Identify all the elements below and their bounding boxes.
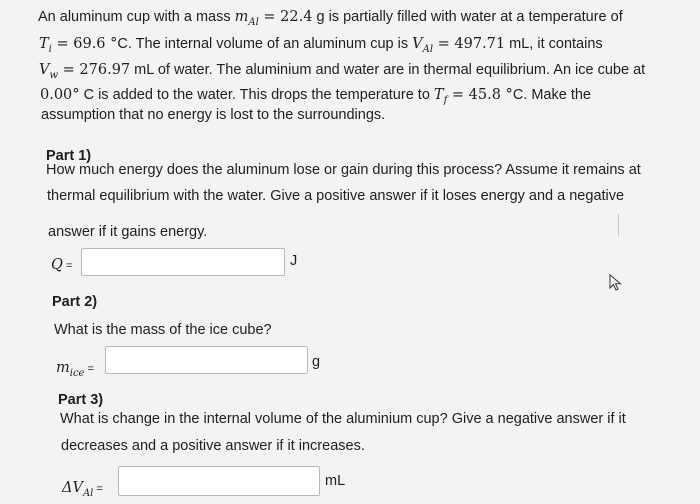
part3-question-line-2: decreases and a positive answer if it increases.	[61, 438, 365, 454]
math-sub: f	[443, 94, 448, 106]
math-value: = 69.6 °	[51, 36, 118, 52]
part1-title: Part 1)	[46, 148, 92, 164]
math-value: = 45.8 °	[447, 87, 513, 103]
text: C. The internal volume of an aluminum cup is	[117, 36, 413, 52]
equals: =	[62, 260, 73, 272]
math-var: ΔV	[62, 480, 83, 496]
math-var: V	[412, 36, 423, 52]
part1-question-line-2: thermal equilibrium with the water. Give a positive answer if it loses energy and a negative	[47, 188, 625, 204]
part2-unit: g	[312, 354, 321, 370]
math-var: T	[39, 36, 49, 52]
math-sub: Al	[422, 43, 434, 55]
math-sub: Al	[248, 16, 259, 28]
part2-answer-label	[56, 358, 94, 384]
part2-answer-input[interactable]	[105, 346, 308, 374]
mouse-pointer-icon	[609, 274, 623, 292]
math-value: = 22.4	[258, 9, 313, 25]
math-sub: Al	[82, 487, 94, 499]
part3-title: Part 3)	[58, 392, 104, 408]
text: g is partially filled with water at a temperature of	[312, 9, 623, 25]
part2-title: Part 2)	[52, 294, 98, 310]
text: mL, it contains	[505, 36, 603, 52]
equals: =	[93, 483, 103, 495]
math-var: Q	[51, 257, 63, 273]
part1-answer-input[interactable]	[81, 248, 285, 276]
text: C. Make the	[512, 87, 591, 103]
part3-question-line-1: What is change in the internal volume of the aluminium cup? Give a negative answer if it	[60, 411, 626, 427]
math-sub: ice	[69, 367, 85, 379]
math-sub: i	[48, 43, 52, 55]
text: mL of water. The aluminium and water are in thermal equilibrium. An ice cube at	[130, 62, 646, 78]
problem-line-5: assumption that no energy is lost to the surroundings.	[41, 107, 386, 123]
math-sub: w	[49, 69, 59, 81]
problem-line-1	[38, 7, 623, 33]
math-value: = 497.71	[433, 36, 506, 52]
math-var: T	[433, 87, 444, 103]
part1-question-line-3: answer if it gains energy.	[48, 224, 208, 240]
part3-answer-label	[62, 478, 103, 504]
math-var: m	[234, 9, 249, 25]
part1-answer-label	[51, 255, 72, 276]
divider-mark	[618, 214, 619, 236]
equals: =	[84, 363, 94, 375]
math-var: V	[39, 62, 50, 78]
math-value: = 276.97	[58, 62, 131, 78]
part2-question: What is the mass of the ice cube?	[54, 322, 272, 338]
math-value: 0.00°	[40, 87, 80, 103]
part1-question-line-1: How much energy does the aluminum lose or gain during this process? Assume it remains at	[46, 162, 641, 178]
problem-line-3	[39, 60, 645, 86]
math-var: m	[56, 360, 70, 376]
text: An aluminum cup with a mass	[38, 9, 235, 25]
part3-unit: mL	[325, 473, 346, 489]
part1-unit: J	[290, 253, 298, 269]
problem-line-2	[39, 34, 603, 60]
part3-answer-input[interactable]	[118, 466, 320, 496]
text: C is added to the water. This drops the temperature to	[79, 87, 434, 103]
